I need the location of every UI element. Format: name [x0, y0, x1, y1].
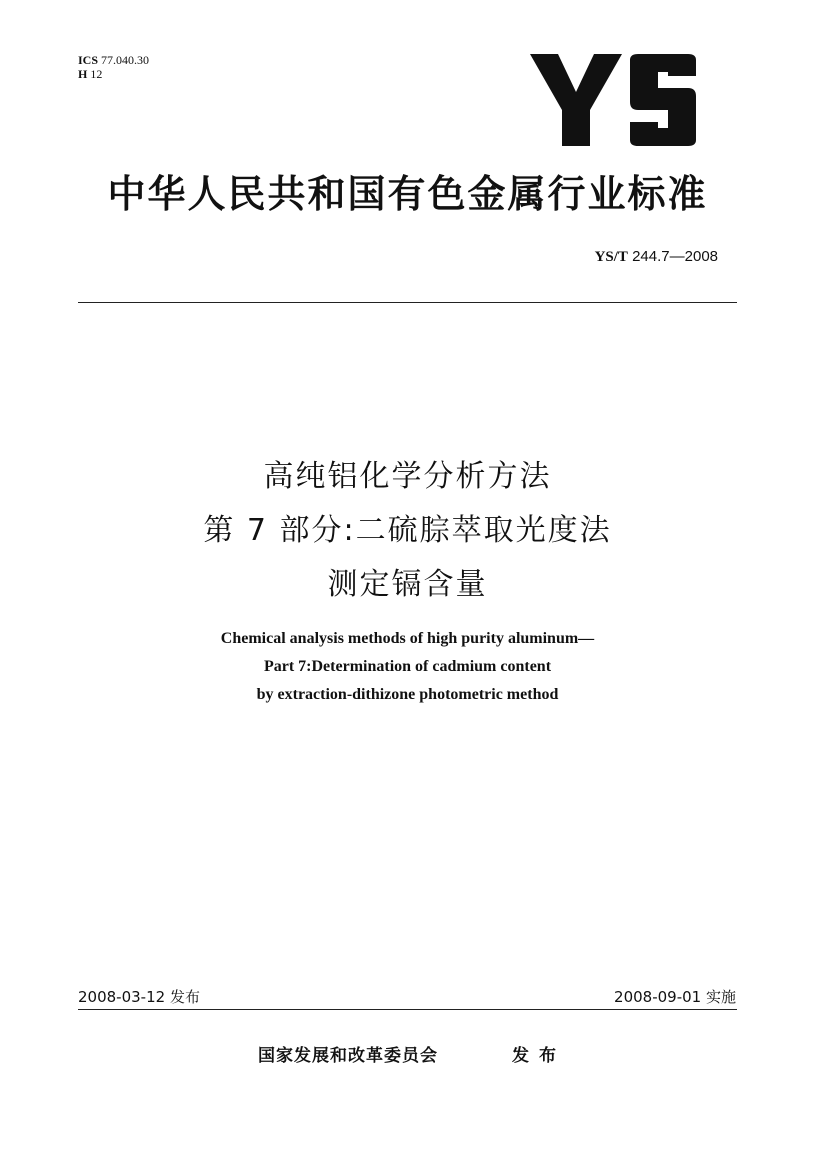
english-title-line-2: Part 7:Determination of cadmium content — [263, 658, 552, 675]
ys-logo-letter-s — [630, 54, 696, 146]
issue-date: 2008-03-12 发布 — [78, 988, 200, 1006]
org-title: 中华人民共和国有色金属行业标准 — [107, 172, 708, 216]
standard-number — [595, 247, 718, 267]
english-title-line-3: by extraction-dithizone photometric method — [256, 686, 559, 703]
publisher-name: 国家发展和改革委员会 — [258, 1046, 438, 1066]
chinese-title-line-2: 第 7 部分:二硫腙萃取光度法 — [203, 513, 612, 548]
ys-logo — [530, 54, 696, 146]
bottom-divider — [78, 1009, 737, 1010]
standard-code: 244.7—2008 — [632, 248, 718, 265]
english-title-line-1: Chemical analysis methods of high purity aluminum— — [220, 630, 595, 647]
chinese-title-line-3: 测定镉含量 — [327, 567, 488, 602]
standard-prefix: YS/T — [594, 249, 628, 265]
ccs-label: H — [78, 67, 88, 81]
chinese-title — [0, 450, 815, 612]
classification-codes — [78, 53, 149, 81]
ics-code: 77.040.30 — [101, 53, 150, 67]
chinese-title-line-1: 高纯铝化学分析方法 — [263, 459, 552, 494]
english-title — [0, 625, 815, 709]
ics-code-line — [78, 53, 149, 67]
publish-label: 发布 — [512, 1046, 566, 1066]
implementation-date: 2008-09-01 实施 — [614, 988, 736, 1006]
ics-label: ICS — [78, 53, 99, 67]
ccs-code-line — [78, 67, 149, 81]
ys-logo-letter-y — [530, 54, 622, 146]
ccs-code: 12 — [90, 67, 103, 81]
top-divider — [78, 302, 737, 303]
